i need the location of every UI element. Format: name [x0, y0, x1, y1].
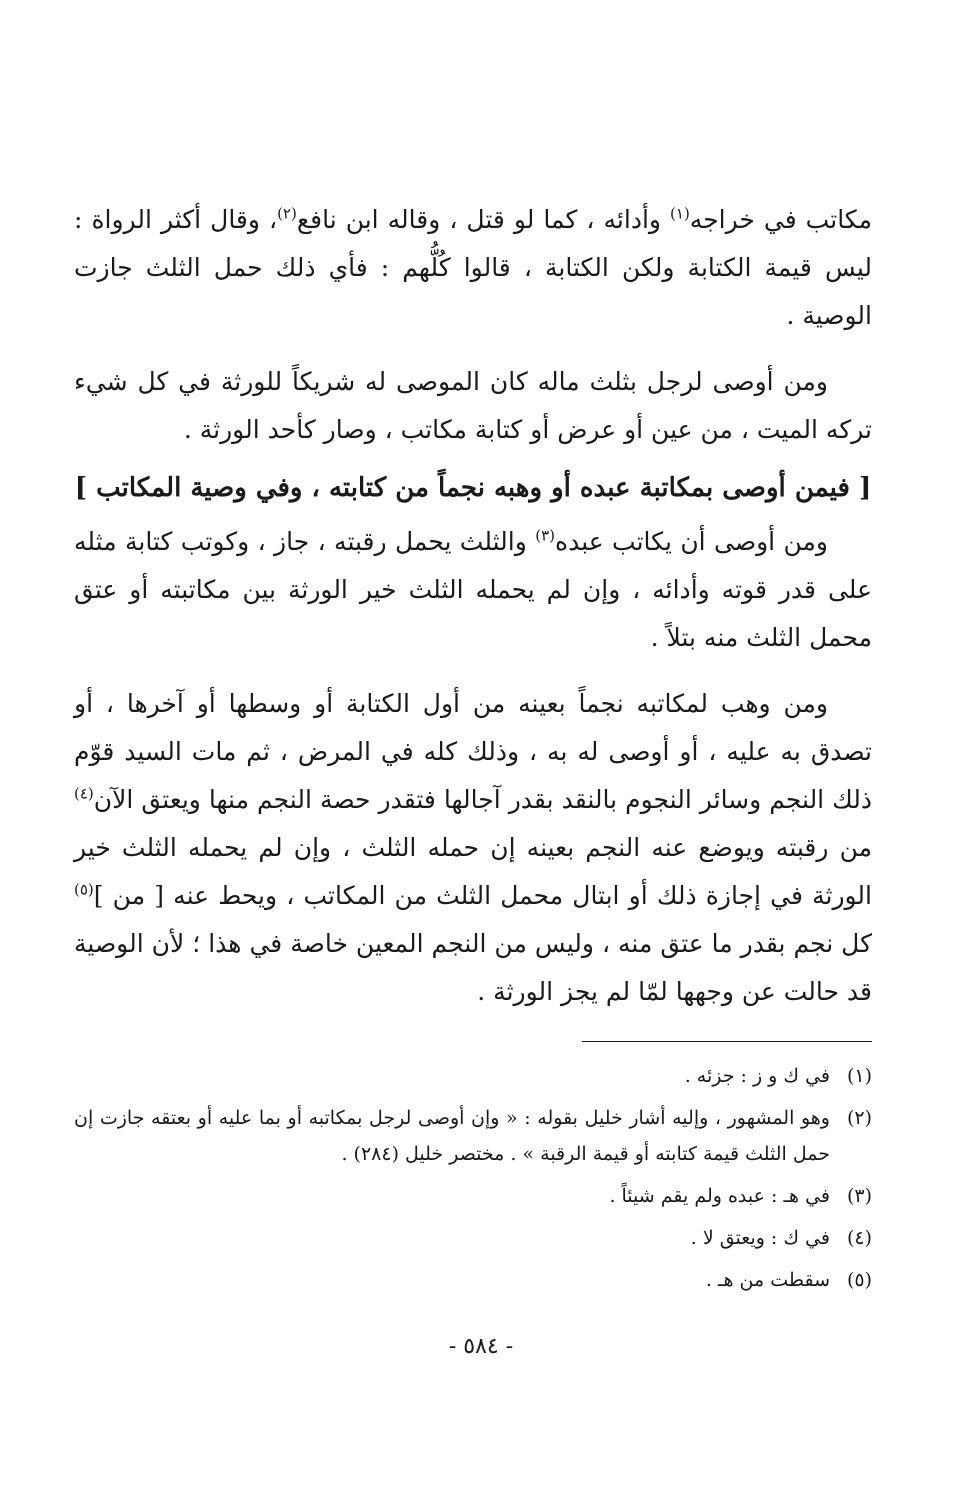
footnote-number: (٣) [846, 1185, 872, 1207]
footnote-ref-1[interactable]: (١) [670, 204, 690, 223]
footnote-3 [74, 1178, 872, 1214]
paragraph-3 [74, 518, 872, 662]
footnote-2 [74, 1100, 872, 1172]
footnote-number: (١) [846, 1065, 872, 1087]
footnote-number: (٤) [846, 1227, 872, 1249]
footnote-5 [74, 1262, 872, 1298]
footnote-text: وهو المشهور ، وإليه أشار خليل بقوله : « وإن أوصى لرجل بمكاتبه أو بما عليه أو بعتقه جازت إن حمل الثلث قيمة كتابته أو قيمة الرقبة » . مختصر خليل (٢٨٤) . [74, 1107, 830, 1165]
footnote-number: (٢) [846, 1107, 872, 1129]
text-run: من رقبته ويوضع عنه النجم بعينه إن حمله الثلث ، وإن لم يحمله الثلث خير الورثة في إجازة ذلك أو ابتال محمل الثلث من المكاتب ، ويحط عنه [ من ] [74, 833, 872, 910]
paragraph-4 [74, 680, 872, 1016]
text-run: ، وقال أكثر الرواة : ليس قيمة الكتابة ولكن الكتابة ، قالوا كُلُّهم : فأي ذلك حمل الثلث جازت الوصية . [74, 205, 872, 330]
footnote-text: سقطت من هـ . [705, 1269, 830, 1291]
paragraph-1 [74, 196, 872, 340]
text-run: ومن أوصى أن يكاتب عبده [554, 527, 828, 556]
footnote-separator [582, 1041, 872, 1042]
paragraph-2: ومن أوصى لرجل بثلث ماله كان الموصى له شريكاً للورثة في كل شيء تركه الميت ، من عين أو عرض أو كتابة مكاتب ، وصار كأحد الورثة . [74, 367, 872, 444]
text-run: كل نجم بقدر ما عتق منه ، وليس من النجم المعين خاصة في هذا ؛ لأن الوصية قد حالت عن وجهها لمّا لم يجز الورثة . [74, 929, 872, 1006]
footnote-1 [74, 1058, 872, 1094]
footnote-text: في ك و ز : جزئه . [684, 1065, 830, 1087]
footnote-ref-2[interactable]: (٢) [277, 204, 297, 223]
text-run: والثلث يحمل رقبته ، جاز ، وكوتب كتابة مثله على قدر قوته وأدائه ، وإن لم يحمله الثلث خير الورثة بين مكاتبته أو عتق محمل الثلث منه بتلاً . [74, 527, 872, 652]
footnote-text: في هـ : عبده ولم يقم شيئاً . [609, 1185, 830, 1207]
footnote-4 [74, 1220, 872, 1256]
text-run: ومن وهب لمكاتبه نجماً بعينه من أول الكتابة أو وسطها أو آخرها ، أو تصدق به عليه ، أو أوصى له به ، وذلك كله في المرض ، ثم مات السيد قوّم ذلك النجم وسائر النجوم بالنقد بقدر آجالها فتقدر حصة النجم منها ويعتق الآن [74, 689, 872, 814]
page-number: - ٥٨٤ - [448, 1334, 514, 1359]
footnote-ref-3[interactable]: (٣) [535, 526, 555, 545]
footnote-number: (٥) [846, 1269, 872, 1291]
text-run: وأدائه ، كما لو قتل ، وقاله ابن نافع [296, 205, 671, 234]
section-heading: [ فيمن أوصى بمكاتبة عبده أو وهبه نجماً من كتابته ، وفي وصية المكاتب ] [74, 473, 872, 503]
footnote-ref-5[interactable]: (٥) [74, 880, 94, 899]
footnote-ref-4[interactable]: (٤) [74, 784, 94, 803]
footnotes [74, 1058, 872, 1304]
text-run: مكاتب في خراجه [689, 205, 873, 234]
footnote-text: في ك : ويعتق لا . [690, 1227, 830, 1249]
